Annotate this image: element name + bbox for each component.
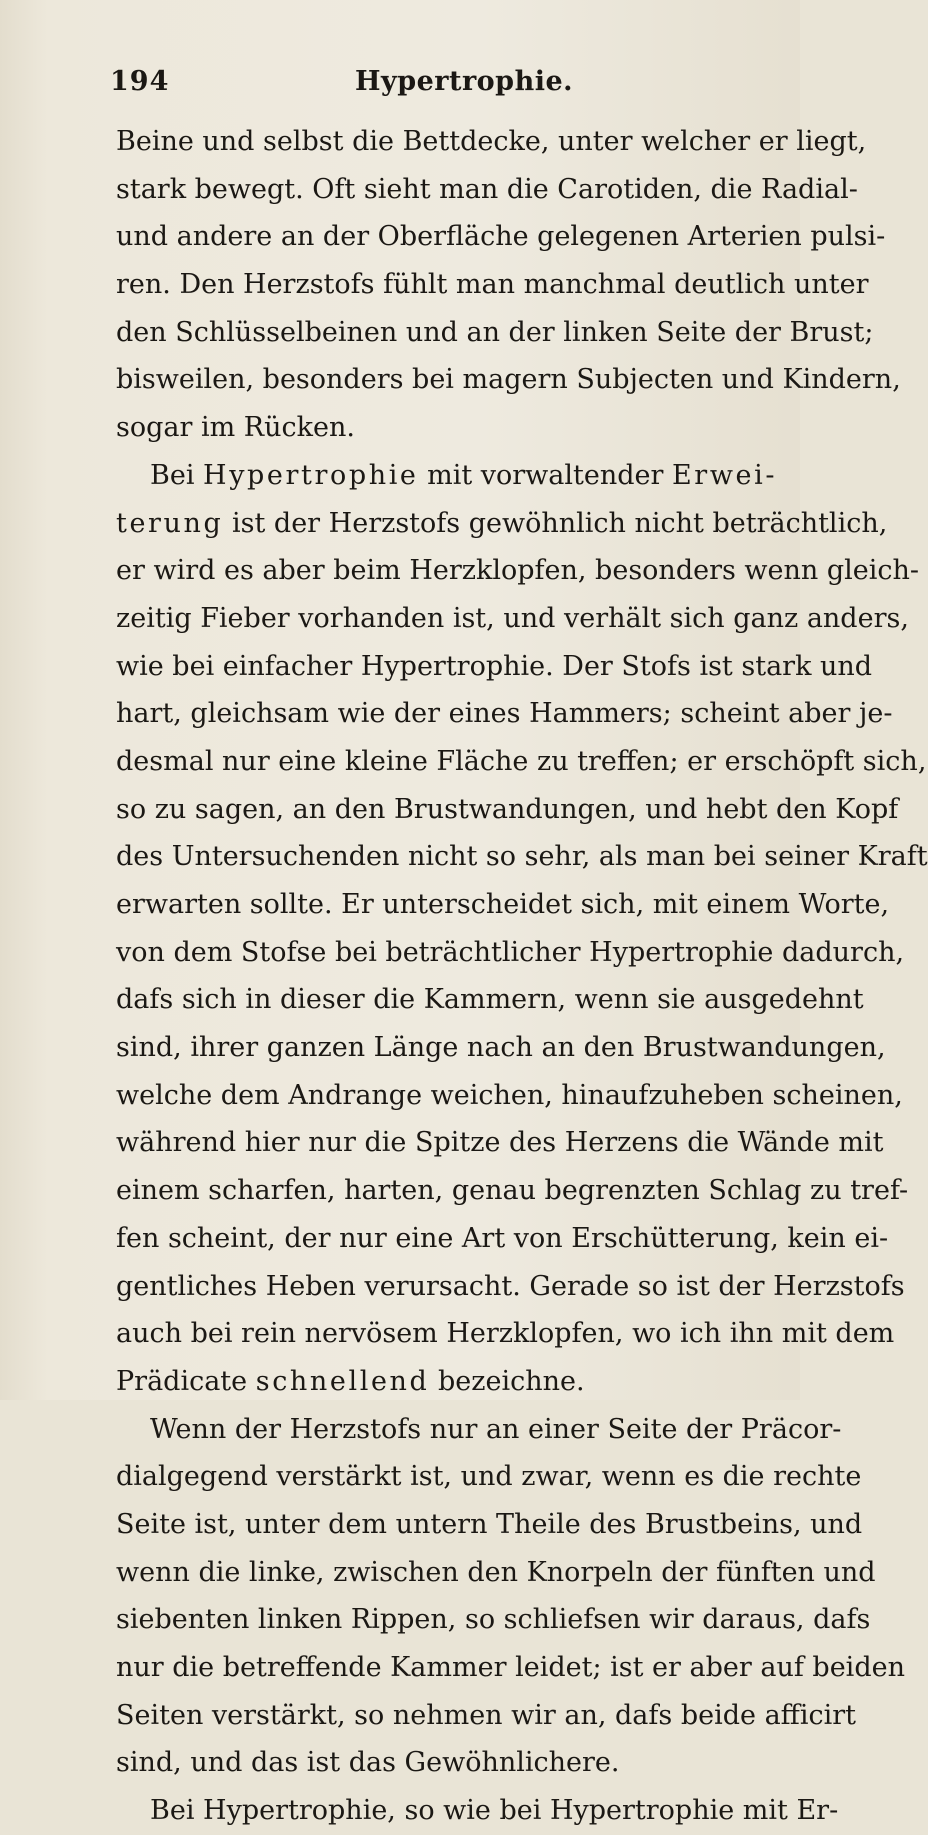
- text-segment: bezeichne.: [429, 1365, 585, 1397]
- text-line: gentliches Heben verursacht. Gerade so ist der Herzstofs: [116, 1270, 905, 1302]
- paragraph-start-line: Bei Hypertrophie, so wie bei Hypertrophie mit Er-: [150, 1795, 839, 1827]
- paragraph-end-line: [116, 1358, 776, 1406]
- text-line: und andere an der Oberfläche gelegenen Arterien pulsi-: [116, 221, 886, 253]
- page-number: 194: [110, 66, 170, 97]
- text-line: ren. Den Herzstofs fühlt man manchmal deutlich unter: [116, 269, 869, 301]
- text-line: des Untersuchenden nicht so sehr, als man bei seiner Kraft: [116, 841, 928, 873]
- emphasized-term: Erwei-: [672, 459, 778, 491]
- text-segment: Prädicate: [116, 1365, 256, 1397]
- text-line: siebenten linken Rippen, so schliefsen wir daraus, dafs: [116, 1604, 871, 1636]
- text-line: während hier nur die Spitze des Herzens die Wände mit: [116, 1127, 884, 1159]
- running-title: Hypertrophie.: [355, 66, 574, 97]
- text-line: zeitig Fieber vorhanden ist, und verhält sich ganz anders,: [116, 602, 909, 634]
- text-line: von dem Stofse bei beträchtlicher Hypertrophie dadurch,: [116, 936, 905, 968]
- emphasized-term: schnellend: [255, 1365, 430, 1397]
- text-line: erwarten sollte. Er unterscheidet sich, mit einem Worte,: [116, 889, 890, 920]
- text-line: Seite ist, unter dem untern Theile des Brustbeins, und: [116, 1508, 863, 1540]
- paragraph-end-line: sogar im Rücken.: [116, 412, 355, 444]
- paragraph-start-line: [116, 452, 776, 500]
- body-text: [116, 118, 928, 1835]
- text-line: er wird es aber beim Herzklopfen, besonders wenn gleich-: [116, 555, 920, 587]
- text-line: wenn die linke, zwischen den Knorpeln der fünften und: [116, 1556, 876, 1588]
- text-segment: ist der Herzstofs gewöhnlich nicht beträchtlich,: [223, 507, 888, 539]
- text-line: so zu sagen, an den Brustwandungen, und hebt den Kopf: [116, 793, 899, 825]
- text-line: hart, gleichsam wie der eines Hammers; scheint aber je-: [116, 698, 893, 730]
- text-line: dialgegend verstärkt ist, und zwar, wenn es die rechte: [116, 1461, 862, 1493]
- text-line: welche dem Andrange weichen, hinaufzuheben scheinen,: [116, 1079, 903, 1111]
- text-line: auch bei rein nervösem Herzklopfen, wo ich ihn mit dem: [116, 1318, 895, 1350]
- text-line: fen scheint, der nur eine Art von Erschütterung, kein ei-: [116, 1222, 889, 1254]
- paragraph-start-line: Wenn der Herzstofs nur an einer Seite der Präcor-: [150, 1413, 842, 1445]
- text-line: Seiten verstärkt, so nehmen wir an, dafs beide afficirt: [116, 1699, 857, 1731]
- text-line: desmal nur eine kleine Fläche zu treffen; er erschöpft sich,: [116, 745, 927, 777]
- text-line: nur die betreffende Kammer leidet; ist er aber auf beiden: [116, 1652, 905, 1683]
- text-line: bisweilen, besonders bei magern Subjecten und Kindern,: [116, 364, 901, 396]
- text-line: einem scharfen, harten, genau begrenzten Schlag zu tref-: [116, 1175, 909, 1207]
- page-header: [110, 66, 750, 106]
- emphasized-term: Hypertrophie: [203, 459, 419, 491]
- text-line: Beine und selbst die Bettdecke, unter welcher er liegt,: [116, 126, 867, 157]
- text-line: den Schlüsselbeinen und an der linken Seite der Brust;: [116, 316, 874, 348]
- paragraph-end-line: sind, und das ist das Gewöhnlichere.: [116, 1747, 620, 1779]
- emphasized-term: terung: [116, 507, 224, 539]
- text-line: dafs sich in dieser die Kammern, wenn sie ausgedehnt: [116, 984, 864, 1016]
- text-line: stark bewegt. Oft sieht man die Carotiden, die Radial-: [116, 173, 858, 205]
- text-segment: mit vorwaltender: [418, 459, 672, 491]
- text-line: sind, ihrer ganzen Länge nach an den Brustwandungen,: [116, 1032, 886, 1064]
- text-line: wie bei einfacher Hypertrophie. Der Stofs ist stark und: [116, 650, 873, 682]
- text-segment: Bei: [150, 459, 204, 491]
- text-line: [116, 500, 888, 548]
